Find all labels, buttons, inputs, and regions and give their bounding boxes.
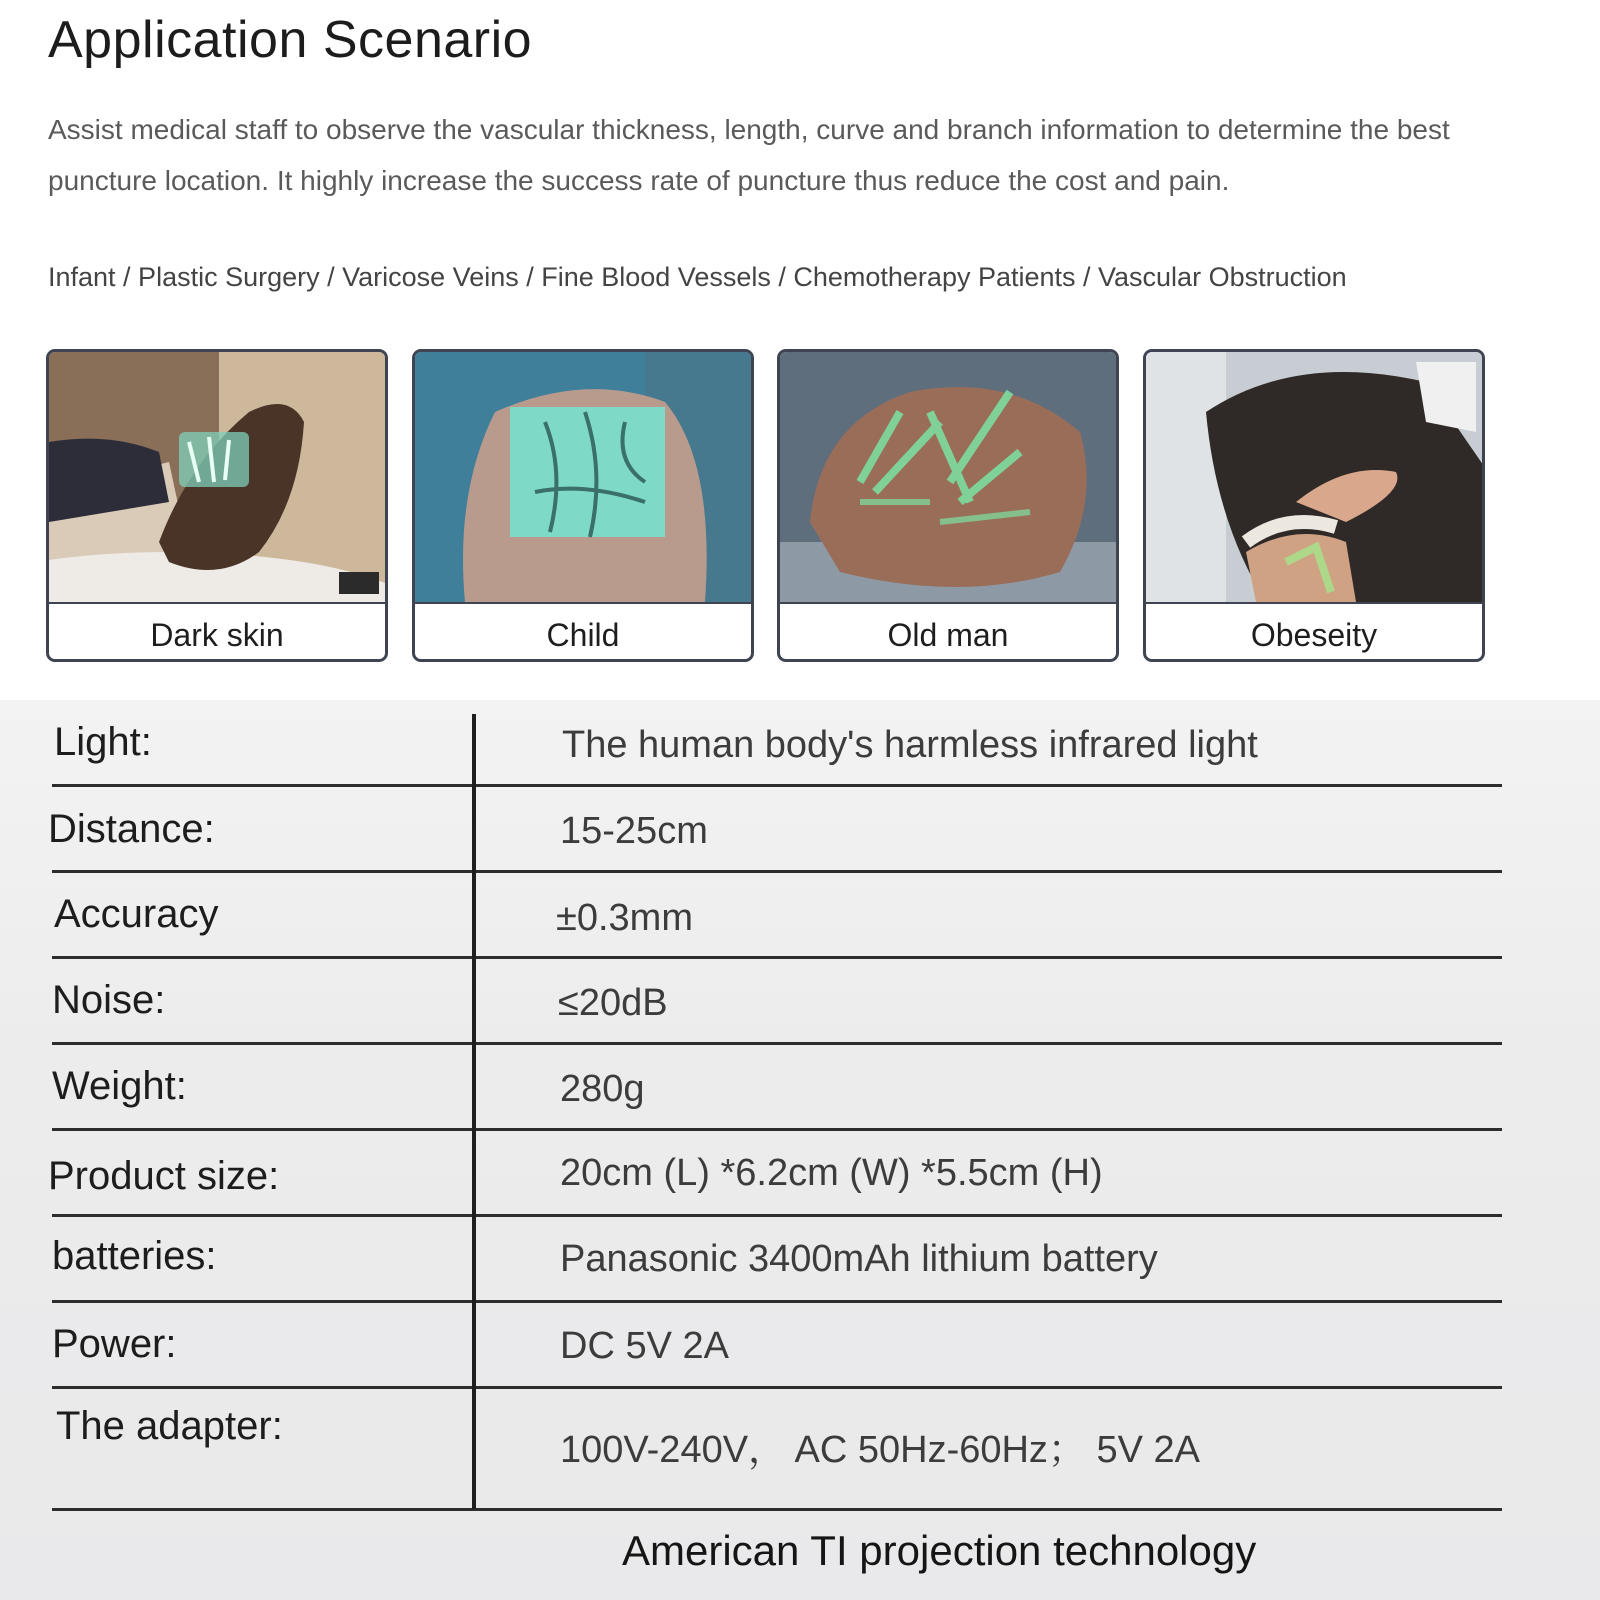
- row-divider: [52, 1300, 1502, 1303]
- spec-label-power: Power:: [52, 1322, 177, 1366]
- row-divider: [52, 784, 1502, 787]
- row-divider: [52, 1128, 1502, 1131]
- card-caption: Old man: [780, 602, 1116, 661]
- spec-value-power: DC 5V 2A: [560, 1325, 729, 1367]
- spec-value-distance: 15-25cm: [560, 810, 708, 852]
- row-divider: [52, 956, 1502, 959]
- dark-skin-photo: [49, 352, 385, 602]
- spec-value-adapter: 100V-240V， AC 50Hz-60Hz； 5V 2A: [560, 1429, 1201, 1471]
- spec-value-accuracy: ±0.3mm: [556, 897, 693, 939]
- scenario-card-old-man: [777, 349, 1119, 662]
- spec-label-distance: Distance:: [48, 807, 215, 851]
- card-caption: Child: [415, 602, 751, 661]
- spec-label-adapter: The adapter:: [56, 1404, 283, 1448]
- scenario-card-obeseity: [1143, 349, 1485, 662]
- row-divider: [52, 1386, 1502, 1389]
- spec-value-batteries: Panasonic 3400mAh lithium battery: [560, 1238, 1158, 1280]
- spec-table: [0, 700, 1600, 1600]
- child-photo: [415, 352, 751, 602]
- row-divider: [52, 1042, 1502, 1045]
- row-divider: [52, 870, 1502, 873]
- spec-value-light: The human body's harmless infrared light: [562, 724, 1258, 766]
- row-divider: [52, 1508, 1502, 1511]
- section-description: Assist medical staff to observe the vascular thickness, length, curve and branch information to determine the best puncture location. It highly increase the success rate of puncture thus reduce the cost and pain.: [48, 114, 1450, 196]
- column-divider: [472, 714, 476, 1509]
- spec-label-product-size: Product size:: [48, 1154, 280, 1198]
- scenario-card-child: [412, 349, 754, 662]
- spec-label-weight: Weight:: [52, 1064, 187, 1108]
- spec-value-product-size: 20cm (L) *6.2cm (W) *5.5cm (H): [560, 1152, 1103, 1194]
- scenario-card-dark-skin: [46, 349, 388, 662]
- section-title: Application Scenario: [48, 11, 533, 69]
- card-caption: Obeseity: [1146, 602, 1482, 661]
- spec-label-light: Light:: [54, 720, 152, 764]
- row-divider: [52, 1214, 1502, 1217]
- patient-tags: Infant / Plastic Surgery / Varicose Veins / Fine Blood Vessels / Chemotherapy Patients / Vascular Obstruction: [48, 262, 1347, 292]
- spec-label-batteries: batteries:: [52, 1234, 217, 1278]
- spec-value-weight: 280g: [560, 1068, 645, 1110]
- card-caption: Dark skin: [49, 602, 385, 661]
- spec-label-noise: Noise:: [52, 978, 166, 1022]
- spec-value-noise: ≤20dB: [558, 982, 668, 1024]
- technology-footer: American TI projection technology: [622, 1527, 1257, 1574]
- application-section: [0, 0, 1600, 700]
- old-man-photo: [780, 352, 1116, 602]
- obeseity-photo: [1146, 352, 1482, 602]
- spec-label-accuracy: Accuracy: [54, 892, 219, 936]
